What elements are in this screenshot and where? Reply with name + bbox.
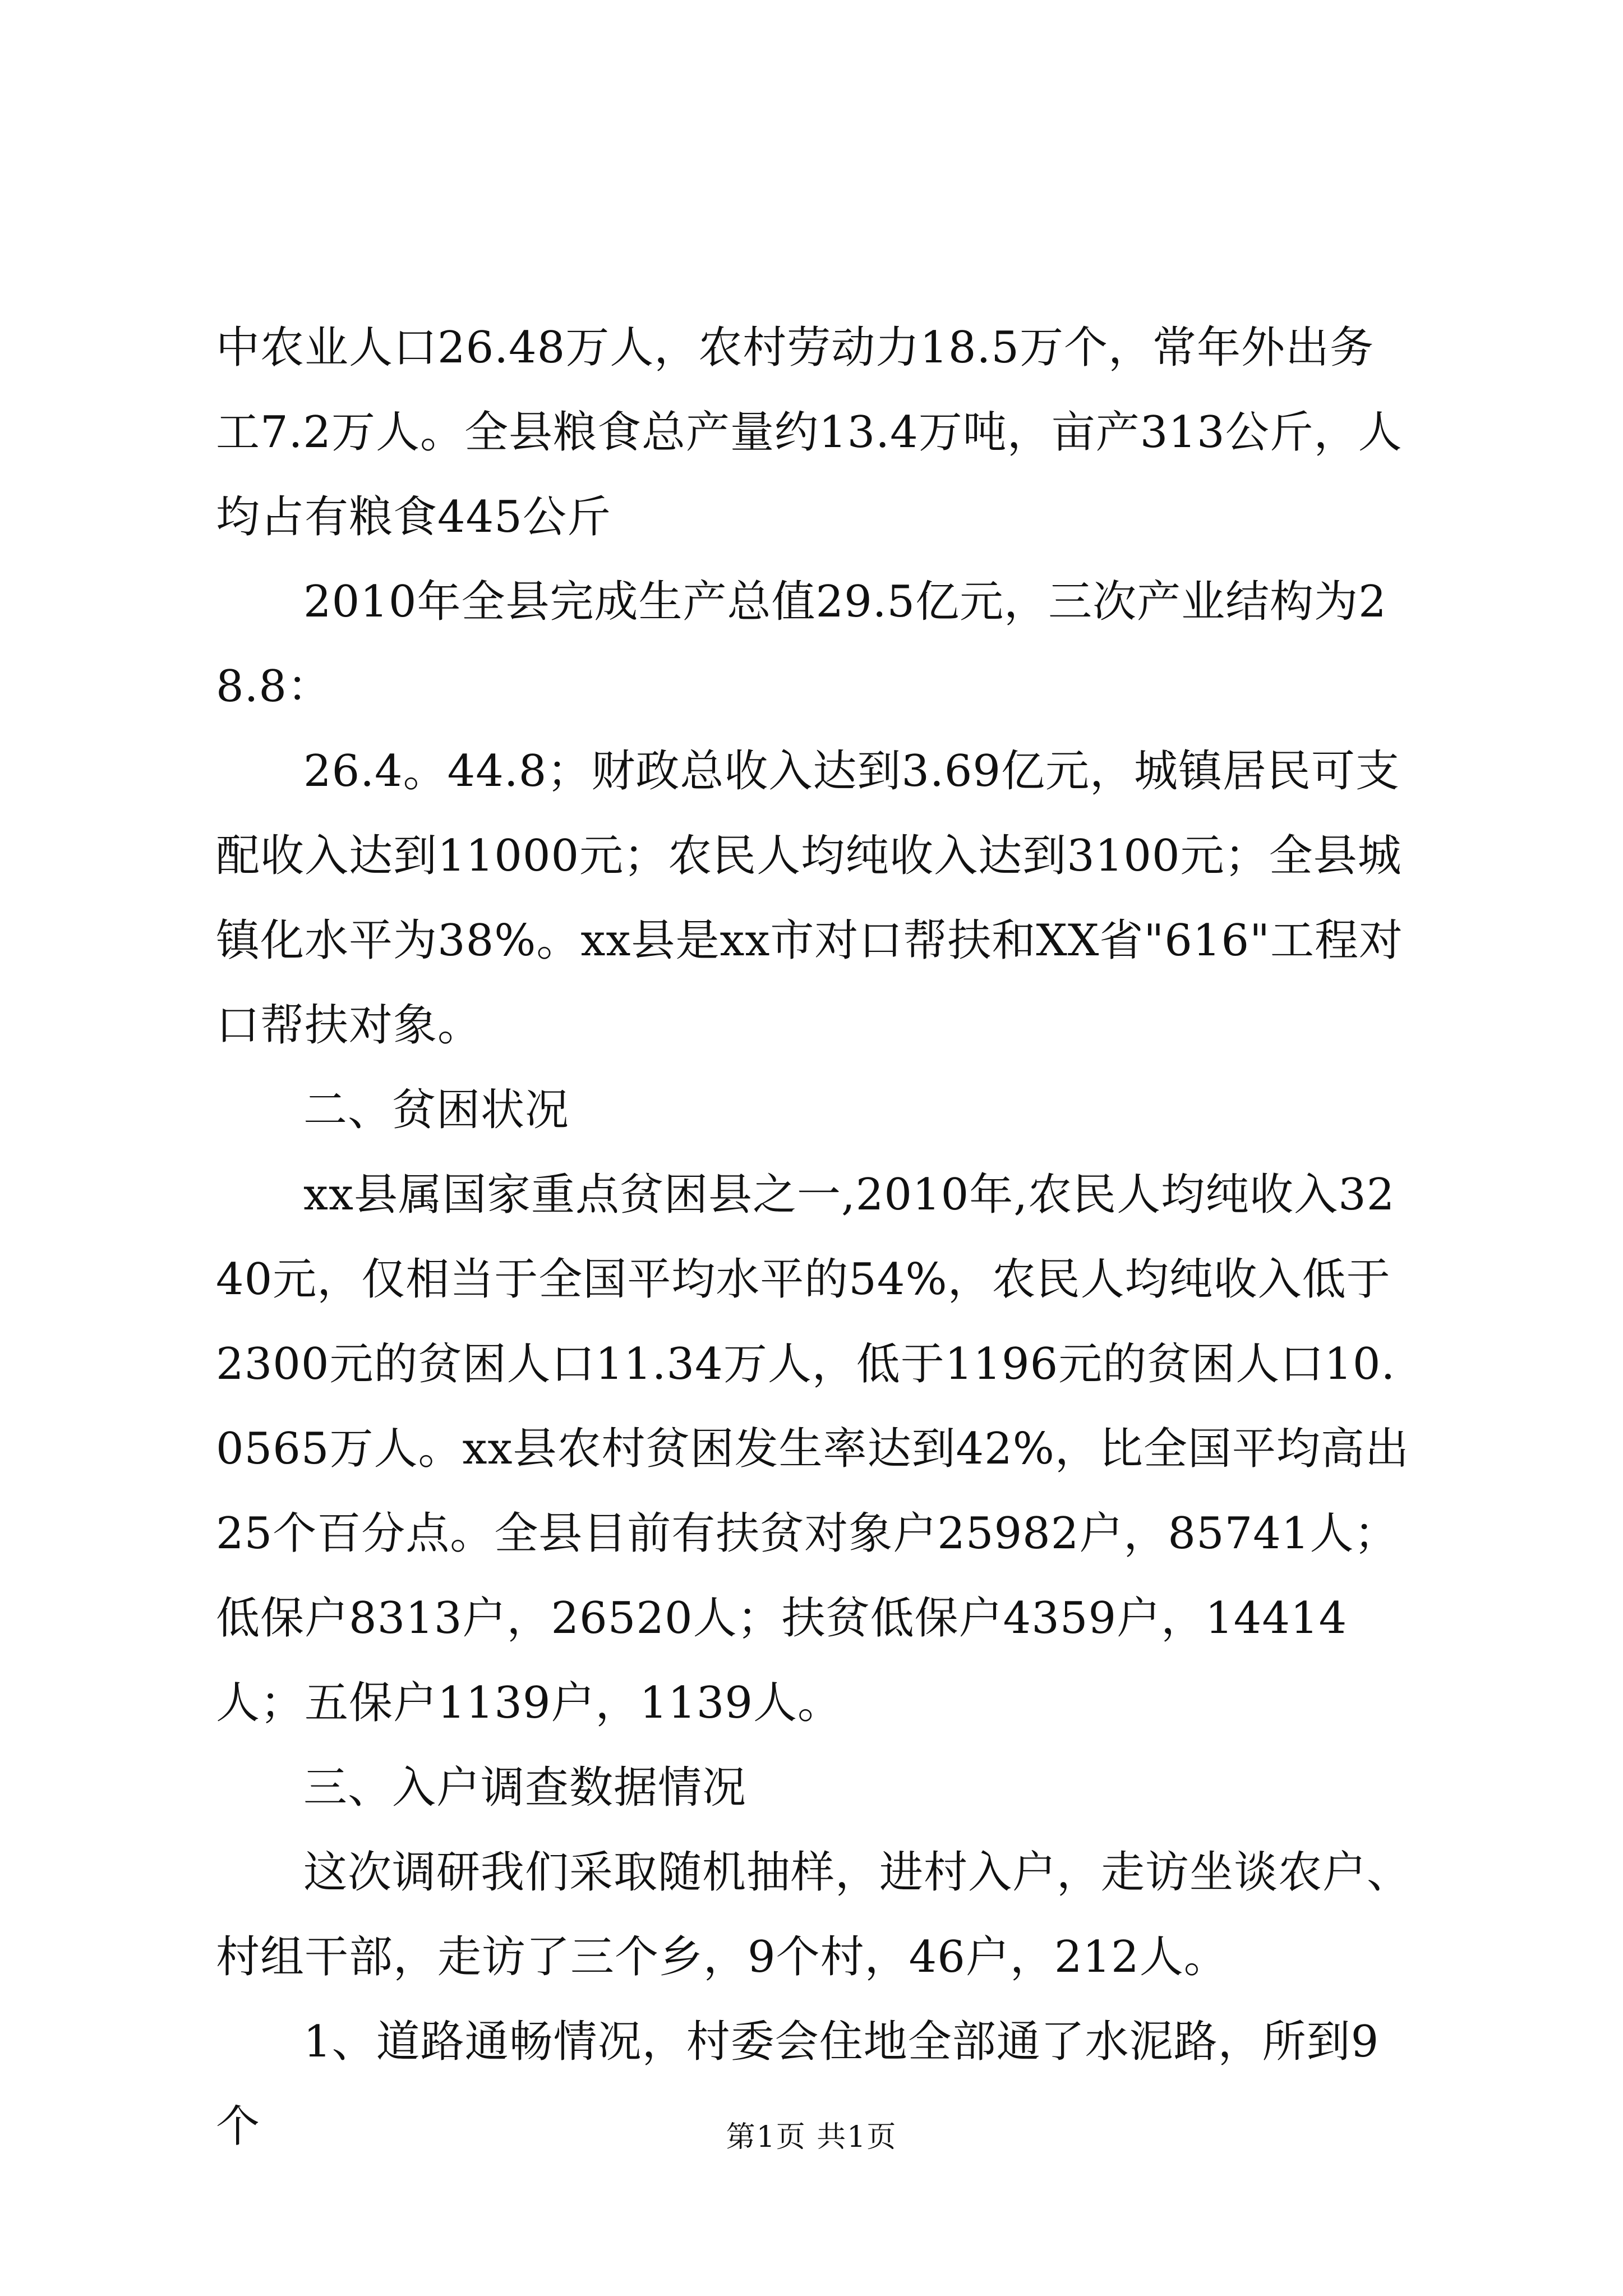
paragraph-poverty-status: xx县属国家重点贫困县之一,2010年,农民人均纯收入3240元，仅相当于全国平均水平的54%，农民人均纯收入低于2300元的贫困人口11.34万人，低于1196元的贫困人口10.0565万人。xx县农村贫困发生率达到42%，比全国平均高出25个百分点。全县目前有扶贫对象户25982户，85741人；低保户8313户，26520人；扶贫低保户4359户，14414人；五保户1139户，1139人。 (216, 1170, 1409, 1728)
section-heading-poverty: 二、贫困状况 (303, 1085, 570, 1135)
paragraph-survey-method: 这次调研我们采取随机抽样，进村入户，走访坐谈农户、村组干部，走访了三个乡，9个村，46户，212人。 (216, 1847, 1412, 1982)
page-footer: 第1页 共1页 (726, 2120, 897, 2154)
paragraph-population: 中农业人口26.48万人，农村劳动力18.5万个，常年外出务工7.2万人。全县粮食总产量约13.4万吨，亩产313公斤，人均占有粮食445公斤 (216, 323, 1403, 542)
paragraph-gdp-2010: 2010年全县完成生产总值29.5亿元，三次产业结构为28.8： (216, 577, 1387, 712)
paragraph-industry-income: 26.4。44.8；财政总收入达到3.69亿元，城镇居民可支配收入达到11000元；农民人均纯收入达到3100元；全县城镇化水平为38%。xx县是xx市对口帮扶和XX省"616"工程对口帮扶对象。 (216, 746, 1404, 1051)
paragraph-road-access: 1、道路通畅情况，村委会住地全部通了水泥路，所到9个 (216, 2017, 1380, 2152)
document-body (216, 306, 1416, 2169)
section-heading-survey: 三、入户调查数据情况 (303, 1763, 747, 1813)
